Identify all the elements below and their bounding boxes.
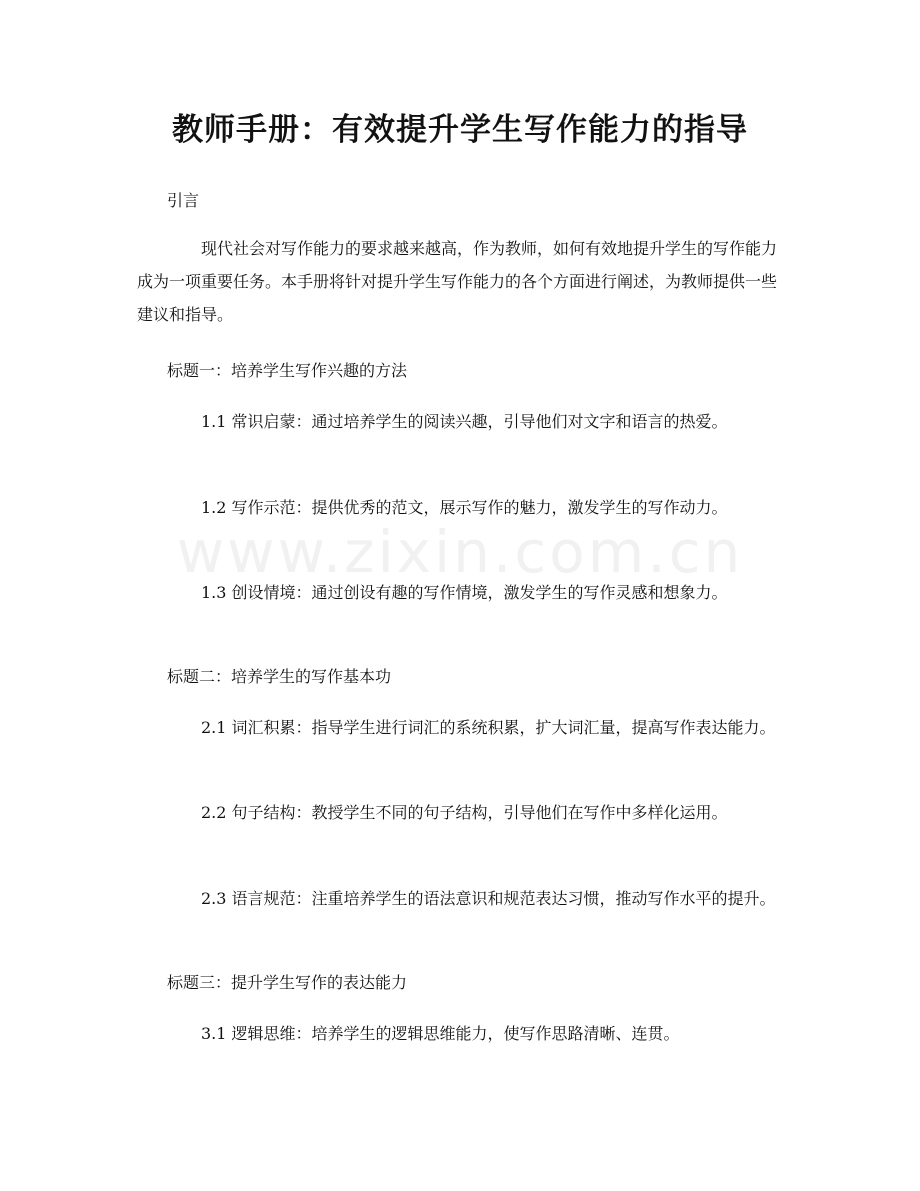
intro-paragraph: 现代社会对写作能力的要求越来越高，作为教师，如何有效地提升学生的写作能力成为一项重要任务。本手册将针对提升学生写作能力的各个方面进行阐述，为教师提供一些建议和指导。 <box>137 239 778 324</box>
section-heading-intro: 引言 <box>167 191 200 210</box>
section-heading-2: 标题二：培养学生的写作基本功 <box>167 667 392 686</box>
list-item-1-3: 1.3 创设情境：通过创设有趣的写作情境，激发学生的写作灵感和想象力。 <box>201 583 728 602</box>
list-item-3-1: 3.1 逻辑思维：培养学生的逻辑思维能力，使写作思路清晰、连贯。 <box>201 1024 680 1043</box>
page-title: 教师手册：有效提升学生写作能力的指导 <box>172 112 748 148</box>
list-item-2-3: 2.3 语言规范：注重培养学生的语法意识和规范表达习惯，推动写作水平的提升。 <box>201 889 776 908</box>
list-item-1-1: 1.1 常识启蒙：通过培养学生的阅读兴趣，引导他们对文字和语言的热爱。 <box>201 412 728 431</box>
list-item-1-2: 1.2 写作示范：提供优秀的范文，展示写作的魅力，激发学生的写作动力。 <box>201 498 728 517</box>
section-heading-1: 标题一：培养学生写作兴趣的方法 <box>167 361 408 380</box>
list-item-2-1: 2.1 词汇积累：指导学生进行词汇的系统积累，扩大词汇量，提高写作表达能力。 <box>201 718 776 737</box>
list-item-2-2: 2.2 句子结构：教授学生不同的句子结构，引导他们在写作中多样化运用。 <box>201 803 728 822</box>
section-heading-3: 标题三：提升学生写作的表达能力 <box>167 973 408 992</box>
watermark: www.zixin.com.cn <box>176 518 744 586</box>
